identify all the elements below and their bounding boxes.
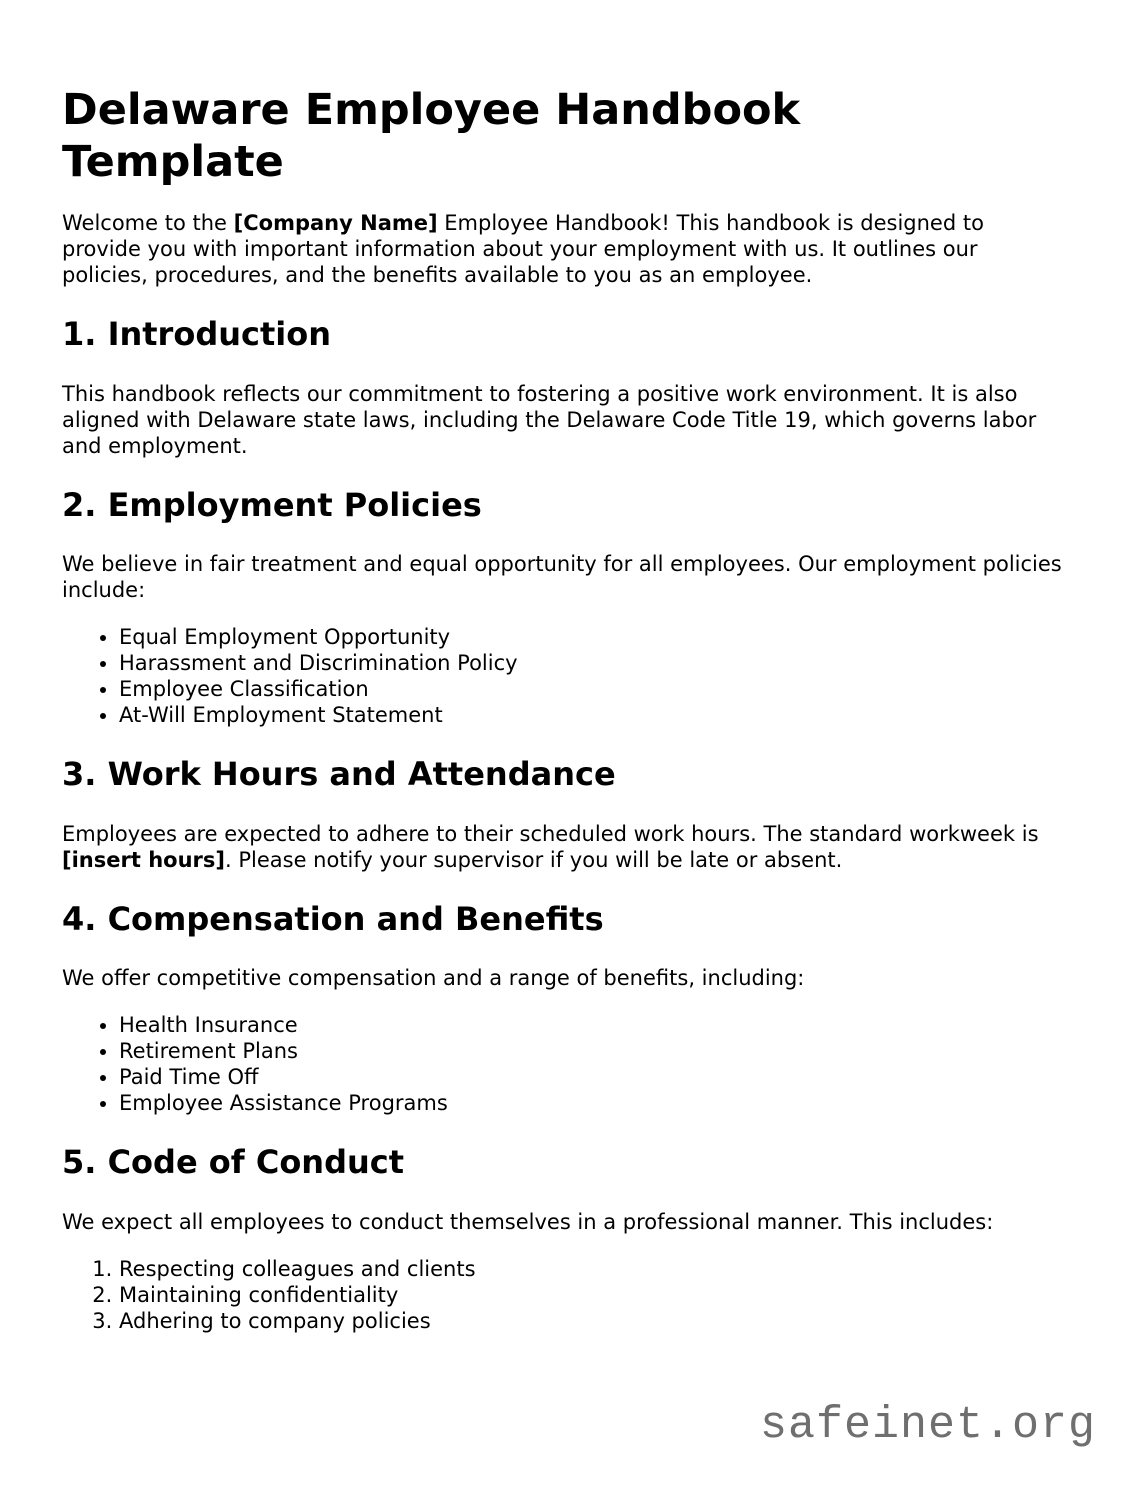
section-heading-introduction: 1. Introduction xyxy=(62,315,331,354)
intro-text-suffix: Employee Handbook! This handbook is designed to provide you with important information about your employment with us. It outlines our policies, procedures, and the benefits available to you as an employee. xyxy=(62,211,984,288)
intro-text-prefix: Welcome to the xyxy=(62,211,234,236)
list-item: • At-Will Employment Statement xyxy=(119,702,1062,728)
code-of-conduct-numbered-list xyxy=(62,1256,1062,1334)
company-name-placeholder: [Company Name] xyxy=(233,211,438,236)
list-item: 3. Adhering to company policies xyxy=(119,1308,1062,1334)
introduction-paragraph: This handbook reflects our commitment to fostering a positive work environment. It is also aligned with Delaware state laws, including the Delaware Code Title 19, which governs labor and employment. xyxy=(62,381,1037,458)
section-heading-work-hours: 3. Work Hours and Attendance xyxy=(62,755,616,794)
list-item: • Health Insurance xyxy=(119,1012,1062,1038)
insert-hours-placeholder: [insert hours] xyxy=(62,847,225,872)
list-item: • Employee Assistance Programs xyxy=(119,1090,1062,1116)
list-item: • Harassment and Discrimination Policy xyxy=(119,650,1062,676)
code-of-conduct-paragraph: We expect all employees to conduct themselves in a professional manner. This includes: xyxy=(62,1209,994,1234)
section-heading-employment-policies: 2. Employment Policies xyxy=(62,485,482,524)
watermark-text: safeinet.org xyxy=(759,1399,1096,1451)
list-item: • Retirement Plans xyxy=(119,1038,1062,1064)
document-title: Delaware Employee Handbook Template xyxy=(62,85,801,188)
section-heading-compensation: 4. Compensation and Benefits xyxy=(62,899,604,938)
employment-policies-paragraph: We believe in fair treatment and equal opportunity for all employees. Our employment policies include: xyxy=(62,552,1062,603)
section-heading-code-of-conduct: 5. Code of Conduct xyxy=(62,1143,405,1182)
employment-policies-bullet-list xyxy=(62,624,1062,728)
work-hours-paragraph xyxy=(62,821,1062,873)
work-hours-text-prefix: Employees are expected to adhere to their scheduled work hours. The standard workweek is xyxy=(62,821,1039,846)
list-item: 2. Maintaining confidentiality xyxy=(119,1282,1062,1308)
compensation-paragraph: We offer competitive compensation and a range of benefits, including: xyxy=(62,966,805,991)
list-item: • Equal Employment Opportunity xyxy=(119,624,1062,650)
work-hours-text-suffix: . Please notify your supervisor if you will be late or absent. xyxy=(224,847,843,872)
list-item: • Employee Classification xyxy=(119,676,1062,702)
list-item: 1. Respecting colleagues and clients xyxy=(119,1256,1062,1282)
list-item: • Paid Time Off xyxy=(119,1064,1062,1090)
compensation-bullet-list xyxy=(62,1012,1062,1116)
intro-paragraph xyxy=(62,210,1062,288)
